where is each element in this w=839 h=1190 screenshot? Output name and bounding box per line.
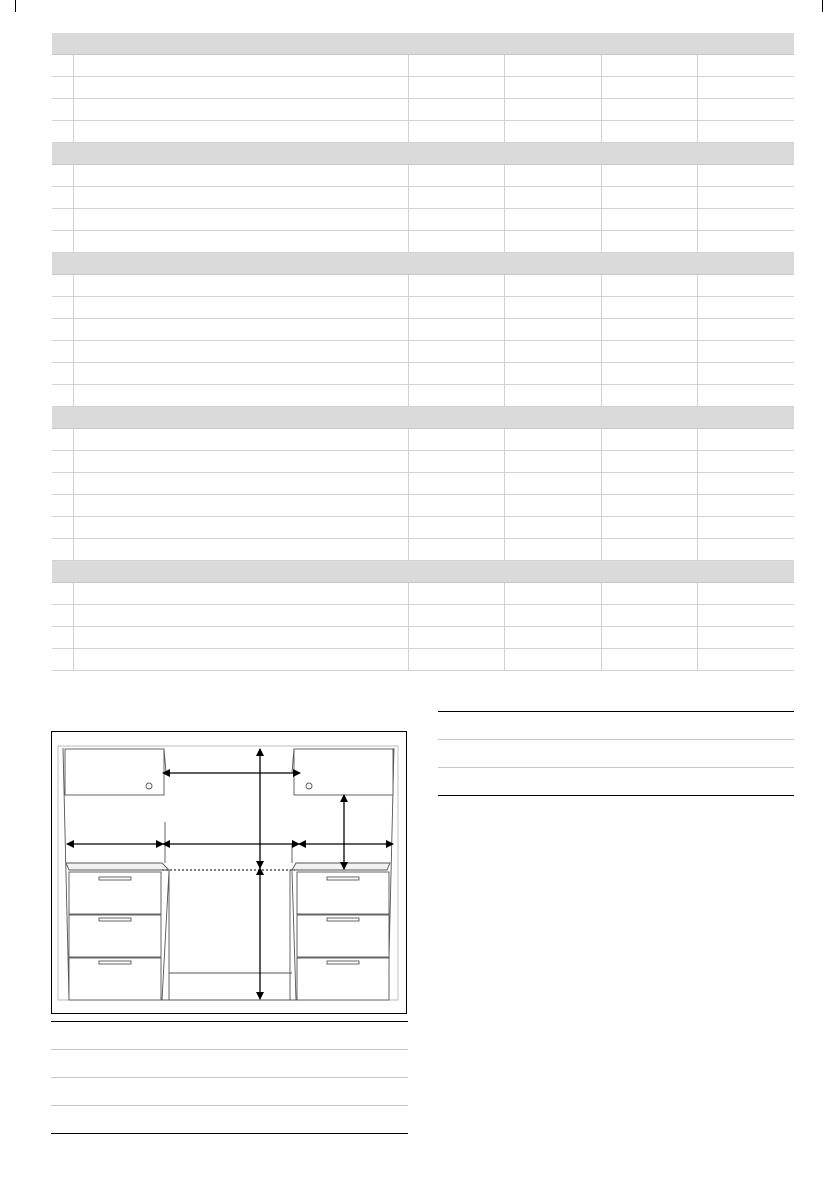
table-cell — [602, 495, 698, 516]
table-cell — [505, 187, 601, 208]
table-row — [52, 297, 794, 319]
table-cell — [409, 319, 505, 340]
table-row — [52, 231, 794, 253]
table-cell — [602, 429, 698, 450]
table-row — [52, 451, 794, 473]
left-drawer-unit — [69, 870, 169, 1000]
table-cell — [74, 55, 409, 76]
list-item — [438, 768, 794, 795]
table-row — [52, 473, 794, 495]
table-row — [52, 583, 794, 605]
table-cell — [698, 77, 794, 98]
list-item — [438, 740, 794, 767]
section-header — [52, 253, 794, 275]
table-cell — [505, 627, 601, 648]
crop-mark-right — [822, 0, 823, 12]
table-cell — [698, 583, 794, 604]
table-cell — [74, 473, 409, 494]
table-cell — [74, 165, 409, 186]
table-cell — [602, 319, 698, 340]
section-header — [52, 561, 794, 583]
table-cell — [52, 297, 74, 318]
measurement-grid — [52, 33, 794, 671]
table-cell — [74, 627, 409, 648]
table-cell — [505, 495, 601, 516]
table-cell — [409, 517, 505, 538]
table-cell — [409, 473, 505, 494]
list-item — [51, 1022, 408, 1049]
table-cell — [505, 451, 601, 472]
list-item — [438, 712, 794, 739]
table-cell — [505, 275, 601, 296]
table-cell — [602, 539, 698, 560]
right-upper-cabinet — [292, 749, 393, 795]
table-cell — [74, 583, 409, 604]
table-cell — [409, 649, 505, 670]
table-cell — [74, 275, 409, 296]
table-row — [52, 627, 794, 649]
table-cell — [698, 451, 794, 472]
table-row — [52, 385, 794, 407]
table-cell — [74, 649, 409, 670]
table-cell — [52, 363, 74, 384]
table-cell — [505, 473, 601, 494]
table-cell — [409, 77, 505, 98]
table-cell — [74, 231, 409, 252]
left-desktop — [66, 863, 169, 870]
table-cell — [698, 649, 794, 670]
table-cell — [52, 451, 74, 472]
table-cell — [52, 55, 74, 76]
table-cell — [505, 99, 601, 120]
table-cell — [505, 649, 601, 670]
table-cell — [74, 605, 409, 626]
table-cell — [52, 517, 74, 538]
table-cell — [74, 539, 409, 560]
list-item — [51, 1078, 408, 1105]
table-cell — [52, 473, 74, 494]
table-cell — [505, 605, 601, 626]
table-cell — [698, 121, 794, 142]
crop-mark-left — [15, 0, 16, 12]
table-row — [52, 55, 794, 77]
table-cell — [409, 341, 505, 362]
table-row — [52, 209, 794, 231]
table-cell — [698, 495, 794, 516]
rule-line-bottom — [438, 795, 794, 796]
table-cell — [409, 165, 505, 186]
table-cell — [74, 429, 409, 450]
table-cell — [698, 319, 794, 340]
list-item — [51, 1106, 408, 1133]
table-cell — [52, 275, 74, 296]
table-cell — [409, 429, 505, 450]
table-cell — [505, 429, 601, 450]
table-cell — [602, 363, 698, 384]
table-cell — [505, 77, 601, 98]
table-cell — [698, 363, 794, 384]
table-cell — [698, 473, 794, 494]
table-cell — [505, 363, 601, 384]
table-cell — [698, 539, 794, 560]
table-cell — [505, 319, 601, 340]
table-cell — [602, 231, 698, 252]
table-cell — [52, 209, 74, 230]
table-cell — [52, 385, 74, 406]
table-cell — [74, 363, 409, 384]
table-cell — [74, 517, 409, 538]
table-cell — [409, 231, 505, 252]
table-cell — [602, 341, 698, 362]
table-row — [52, 121, 794, 143]
table-row — [52, 605, 794, 627]
table-cell — [505, 121, 601, 142]
table-cell — [505, 297, 601, 318]
table-cell — [505, 539, 601, 560]
right-rule-list — [438, 711, 794, 796]
table-cell — [52, 231, 74, 252]
table-cell — [698, 605, 794, 626]
table-cell — [602, 649, 698, 670]
right-drawer-unit — [290, 870, 389, 1000]
table-cell — [52, 341, 74, 362]
table-cell — [698, 231, 794, 252]
table-cell — [409, 495, 505, 516]
table-cell — [409, 209, 505, 230]
table-cell — [52, 539, 74, 560]
table-cell — [602, 583, 698, 604]
table-cell — [74, 99, 409, 120]
table-cell — [698, 341, 794, 362]
table-cell — [602, 55, 698, 76]
table-cell — [52, 77, 74, 98]
table-cell — [698, 429, 794, 450]
table-cell — [52, 583, 74, 604]
table-cell — [409, 121, 505, 142]
table-cell — [52, 495, 74, 516]
table-cell — [409, 605, 505, 626]
knee-space — [162, 822, 296, 1000]
table-row — [52, 99, 794, 121]
table-row — [52, 539, 794, 561]
table-cell — [698, 517, 794, 538]
section-header — [52, 33, 794, 55]
table-cell — [409, 275, 505, 296]
table-cell — [602, 473, 698, 494]
table-row — [52, 319, 794, 341]
table-cell — [602, 209, 698, 230]
table-cell — [409, 627, 505, 648]
table-cell — [409, 583, 505, 604]
table-cell — [505, 385, 601, 406]
table-cell — [698, 165, 794, 186]
table-cell — [52, 187, 74, 208]
table-cell — [409, 363, 505, 384]
table-row — [52, 363, 794, 385]
table-cell — [74, 77, 409, 98]
table-cell — [602, 385, 698, 406]
table-cell — [409, 539, 505, 560]
table-cell — [698, 55, 794, 76]
table-cell — [602, 187, 698, 208]
table-cell — [602, 451, 698, 472]
table-cell — [505, 517, 601, 538]
table-cell — [52, 429, 74, 450]
table-cell — [698, 209, 794, 230]
table-cell — [602, 99, 698, 120]
table-cell — [409, 187, 505, 208]
table-cell — [602, 627, 698, 648]
table-cell — [409, 451, 505, 472]
table-cell — [409, 99, 505, 120]
section-header — [52, 143, 794, 165]
table-cell — [409, 297, 505, 318]
table-cell — [602, 77, 698, 98]
rule-line-bottom — [51, 1133, 408, 1134]
table-row — [52, 429, 794, 451]
table-cell — [505, 583, 601, 604]
table-row — [52, 649, 794, 671]
section-header — [52, 407, 794, 429]
table-row — [52, 77, 794, 99]
table-cell — [74, 495, 409, 516]
table-cell — [409, 55, 505, 76]
table-cell — [505, 231, 601, 252]
table-cell — [505, 165, 601, 186]
table-cell — [602, 297, 698, 318]
table-row — [52, 165, 794, 187]
list-item — [51, 1050, 408, 1077]
table-cell — [505, 341, 601, 362]
table-cell — [74, 121, 409, 142]
table-cell — [505, 55, 601, 76]
table-cell — [409, 385, 505, 406]
table-cell — [698, 99, 794, 120]
table-cell — [52, 649, 74, 670]
table-cell — [698, 385, 794, 406]
table-cell — [52, 627, 74, 648]
left-upper-cabinet — [65, 749, 166, 795]
table-cell — [74, 319, 409, 340]
table-cell — [74, 297, 409, 318]
table-cell — [52, 99, 74, 120]
table-cell — [602, 275, 698, 296]
table-cell — [74, 209, 409, 230]
table-cell — [602, 517, 698, 538]
table-cell — [74, 451, 409, 472]
table-cell — [74, 385, 409, 406]
table-cell — [698, 627, 794, 648]
table-row — [52, 341, 794, 363]
table-cell — [52, 121, 74, 142]
table-cell — [602, 605, 698, 626]
left-rule-list — [51, 1021, 408, 1134]
table-row — [52, 517, 794, 539]
table-cell — [74, 187, 409, 208]
right-desktop — [292, 863, 390, 870]
table-cell — [698, 187, 794, 208]
table-cell — [602, 165, 698, 186]
table-cell — [74, 341, 409, 362]
table-cell — [602, 121, 698, 142]
furniture-diagram — [51, 731, 407, 1014]
table-row — [52, 187, 794, 209]
table-cell — [698, 297, 794, 318]
table-cell — [52, 319, 74, 340]
table-row — [52, 275, 794, 297]
table-cell — [698, 275, 794, 296]
table-row — [52, 495, 794, 517]
table-cell — [505, 209, 601, 230]
table-cell — [52, 165, 74, 186]
table-cell — [52, 605, 74, 626]
